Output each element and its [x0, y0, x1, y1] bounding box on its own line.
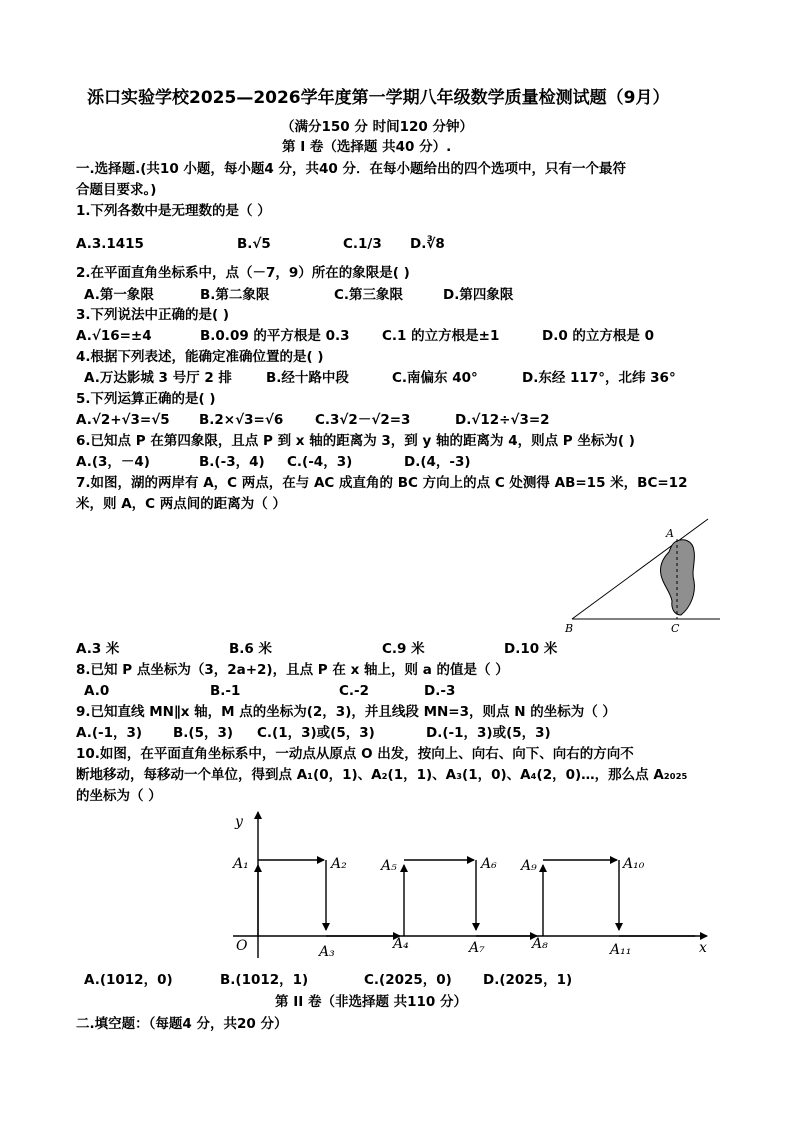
q3-option-c: C.1 的立方根是±1 — [382, 328, 500, 344]
q2-option-c: C.第三象限 — [334, 287, 404, 303]
q10-origin-label: O — [236, 938, 248, 954]
q10-label-a10: A₁₀ — [623, 856, 645, 872]
q7-label-a: A — [666, 527, 674, 540]
q8-option-c: C.-2 — [339, 683, 370, 699]
q7-option-c: C.9 米 — [382, 641, 425, 657]
q9-option-d: D.(-1，3)或(5，3) — [426, 725, 551, 741]
q7-lake-figure — [560, 515, 725, 635]
q6-option-c: C.(-4，3) — [287, 454, 353, 470]
q3-option-a: A.√16=±4 — [76, 328, 152, 344]
q10-stem-line3: 的坐标为（ ） — [76, 788, 162, 804]
q10-label-a1: A₁ — [233, 856, 249, 872]
q3-option-b: B.0.09 的平方根是 0.3 — [200, 328, 350, 344]
q2-stem: 2.在平面直角坐标系中，点（－7，9）所在的象限是( ) — [76, 265, 410, 281]
q7-option-b: B.6 米 — [229, 641, 273, 657]
q4-option-c: C.南偏东 40° — [392, 370, 478, 386]
q7-option-d: D.10 米 — [504, 641, 558, 657]
q2-option-a: A.第一象限 — [84, 287, 154, 303]
q10-option-d: D.(2025，1) — [483, 972, 573, 988]
q1-option-b: B.√5 — [237, 236, 271, 252]
q10-label-a11: A₁₁ — [610, 942, 632, 958]
q9-stem: 9.已知直线 MN∥x 轴，M 点的坐标为(2，3)，并且线段 MN=3，则点 N 的坐标为（ ） — [76, 704, 616, 720]
q6-option-b: B.(-3，4) — [199, 454, 265, 470]
q7-stem-line1: 7.如图，湖的两岸有 A，C 两点，在与 AC 成直角的 BC 方向上的点 C 处测得 AB=15 米，BC=12 — [76, 475, 688, 491]
q1-option-d: D.∛8 — [410, 236, 445, 252]
q8-option-d: D.-3 — [424, 683, 456, 699]
q9-option-a: A.(-1，3) — [76, 725, 143, 741]
q4-option-d: D.东经 117°，北纬 36° — [522, 370, 676, 386]
q10-stem-line2: 断地移动，每移动一个单位，得到点 A₁(0，1)、A₂(1，1)、A₃(1，0)、A₄(2，0)…，那么点 A₂₀₂₅ — [76, 767, 688, 783]
q6-option-a: A.(3，－4) — [76, 454, 150, 470]
q10-label-a2: A₂ — [331, 856, 347, 872]
q5-option-d: D.√12÷√3=2 — [455, 412, 550, 428]
q5-option-a: A.√2+√3=√5 — [76, 412, 170, 428]
q2-option-b: B.第二象限 — [200, 287, 270, 303]
q10-label-a8: A₈ — [532, 936, 548, 952]
q9-option-c: C.(1，3)或(5，3) — [257, 725, 375, 741]
exam-subtitle: （满分150 分 时间120 分钟） — [281, 119, 473, 135]
q9-option-b: B.(5，3) — [173, 725, 234, 741]
q3-option-d: D.0 的立方根是 0 — [542, 328, 655, 344]
q10-option-b: B.(1012，1) — [220, 972, 309, 988]
q10-y-label: y — [235, 814, 243, 830]
section2-heading: 二.填空题：（每题4 分，共20 分） — [76, 1016, 288, 1032]
part2-heading: 第 II 卷（非选择题 共110 分） — [275, 994, 468, 1010]
q10-label-a7: A₇ — [469, 940, 485, 956]
q10-label-a6: A₆ — [481, 856, 497, 872]
q1-option-a: A.3.1415 — [76, 236, 144, 252]
q8-stem: 8.已知 P 点坐标为（3，2a+2)，且点 P 在 x 轴上，则 a 的值是（ ） — [76, 662, 509, 678]
q10-label-a5: A₅ — [381, 858, 397, 874]
q4-stem: 4.根据下列表述，能确定准确位置的是( ) — [76, 349, 324, 365]
q7-label-c: C — [671, 622, 680, 635]
q6-stem: 6.已知点 P 在第四象限，且点 P 到 x 轴的距离为 3，到 y 轴的距离为 4，则点 P 坐标为( ) — [76, 433, 635, 449]
q7-label-b: B — [565, 622, 574, 635]
q10-option-c: C.(2025，0) — [364, 972, 452, 988]
q7-option-a: A.3 米 — [76, 641, 120, 657]
q6-option-d: D.(4，-3) — [404, 454, 471, 470]
q10-x-label: x — [699, 940, 707, 956]
q10-label-a9: A₉ — [521, 858, 537, 874]
section1-intro-line1: 一.选择题.(共10 小题，每小题4 分，共40 分．在每小题给出的四个选项中，只有一个最符 — [76, 161, 626, 177]
q10-label-a4: A₄ — [393, 936, 409, 952]
q3-stem: 3.下列说法中正确的是( ) — [76, 307, 230, 323]
q10-stem-line1: 10.如图，在平面直角坐标系中，一动点从原点 O 出发，按向上、向右、向下、向右的方向不 — [76, 746, 634, 762]
q8-option-a: A.0 — [84, 683, 110, 699]
section1-intro-line2: 合题目要求。) — [76, 182, 157, 198]
q4-option-a: A.万达影城 3 号厅 2 排 — [84, 370, 232, 386]
q2-option-d: D.第四象限 — [443, 287, 514, 303]
q5-option-b: B.2×√3=√6 — [199, 412, 284, 428]
part1-heading: 第 I 卷（选择题 共40 分）. — [282, 139, 452, 155]
exam-title: 泺口实验学校2025—2026学年度第一学期八年级数学质量检测试题（9月） — [87, 88, 670, 108]
q1-option-c: C.1/3 — [343, 236, 382, 252]
q10-option-a: A.(1012，0) — [84, 972, 173, 988]
q5-option-c: C.3√2－√2=3 — [315, 412, 411, 428]
q5-stem: 5.下列运算正确的是( ) — [76, 391, 216, 407]
q1-stem: 1.下列各数中是无理数的是（ ） — [76, 203, 271, 219]
q10-path-figure — [225, 808, 720, 968]
q7-lake-shape — [661, 540, 695, 615]
q7-stem-line2: 米，则 A，C 两点间的距离为（ ） — [76, 496, 286, 512]
q8-option-b: B.-1 — [210, 683, 241, 699]
q4-option-b: B.经十路中段 — [266, 370, 349, 386]
q10-label-a3: A₃ — [319, 944, 335, 960]
